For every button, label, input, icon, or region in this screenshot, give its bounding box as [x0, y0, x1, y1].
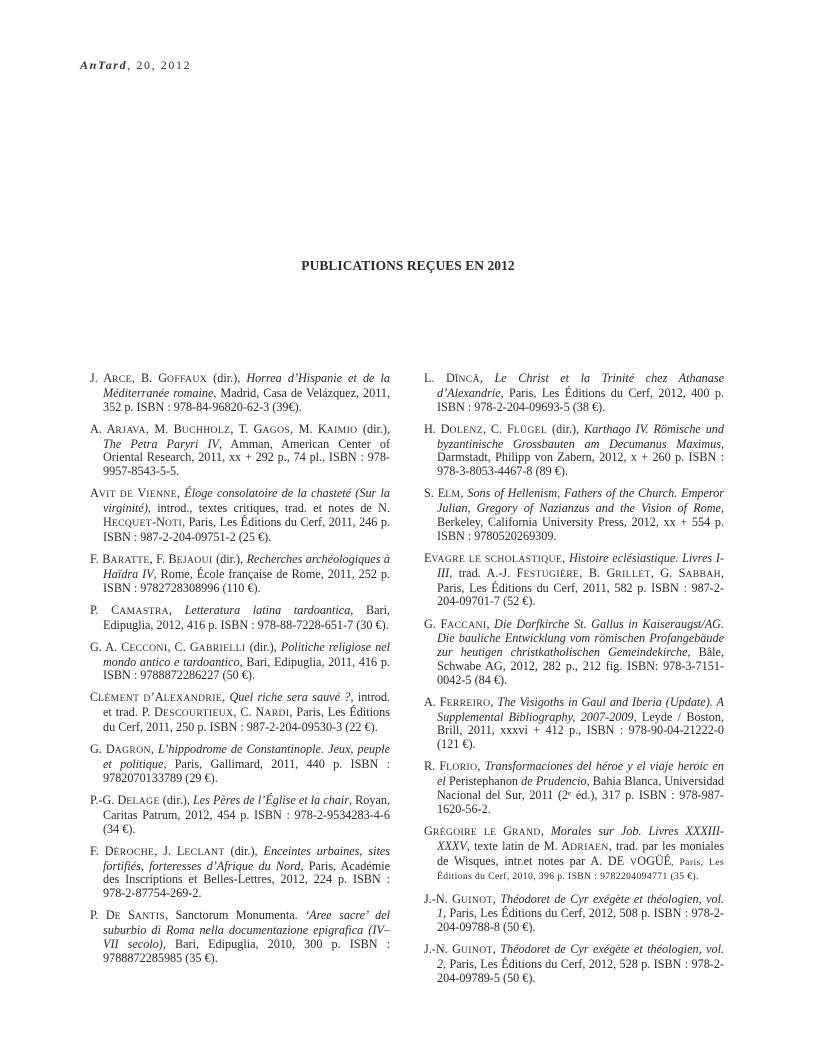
entry-text: -N: [152, 514, 165, 529]
entry-text: S: [128, 908, 135, 923]
entry-text: , Berkeley, California University Press, 2012, xx + 554 p. ISBN : 9780520269309.: [437, 501, 724, 543]
entry-text: ,: [176, 486, 185, 501]
author-name-smallcaps: OTI: [164, 517, 183, 529]
entry-title: Die Dorfkirche St. Gallus in Kaiseraugst/AG. Die bauliche Entwicklung vom römischen Profangebäude zur heutigen christkatholischen Gemeindekirche: [437, 616, 724, 660]
bibliography-entry: [90, 691, 390, 734]
entry-text: F. D: [90, 843, 114, 858]
page-title: PUBLICATIONS REÇUES EN 2012: [301, 258, 515, 273]
author-name-smallcaps: VIT DE: [98, 489, 138, 501]
entry-text: , M. K: [290, 421, 327, 436]
entry-text: , Paris, Les Éditions du Cerf, 2012, 508 p. ISBN : 978-2-204-09788-8 (50 €).: [437, 906, 724, 935]
author-name-smallcaps: IENNE: [146, 489, 177, 501]
entry-text: (dir.),: [207, 371, 247, 385]
entry-text: , Leyde / Boston, Brill, 2011, xxxvi + 412 p., ISBN : 978-90-04-21222-0 (121 €).: [437, 709, 724, 752]
entry-title: Le Christ et la Trinité chez Athanase d’Alexandrie: [437, 371, 725, 400]
entry-text: J.-N. G: [424, 891, 461, 906]
bibliography-entry: [90, 487, 390, 544]
entry-title: Théodoret de Cyr exégète et théologien, vol. 1: [437, 891, 725, 921]
entry-text: , Rome, École française de Rome, 2011, 252 p. ISBN : 9782728308996 (110 €).: [103, 566, 390, 595]
entry-text: ,: [486, 616, 495, 631]
entry-title: The Visigoths in Gaul and Iberia (Update). A Supplemental Bibliography, 2007-2009: [437, 694, 724, 724]
entry-text: F. B: [90, 551, 111, 566]
author-name-smallcaps: ÎNCĂ: [454, 374, 480, 385]
entry-text: P.-G. D: [90, 793, 127, 808]
entry-text: L. D: [424, 371, 455, 385]
entry-text: , Bahia Blanca, Universidad Nacional del Sur, 2011 (2ᵉ éd.), 317 p. ISBN : 978-987-1620-56-2.: [437, 774, 724, 816]
entry-title: Letteratura latina tardoantica: [184, 602, 351, 617]
volume-year: , 20, 2012: [127, 58, 192, 72]
entry-text: , Bari, Edipuglia, 2012, 416 p. ISBN : 978-88-7228-651-7 (30 €).: [103, 602, 391, 632]
author-name-smallcaps: LORIO: [446, 762, 478, 774]
author-name-smallcaps: ANTIS: [134, 911, 166, 923]
entry-text: , M. B: [145, 421, 182, 436]
entry-title: ‘Aree sacre’ del suburbio di Roma nella documentazione epigrafica (IV–VII secolo): [103, 908, 391, 951]
entry-text: , Paris, Les Éditions du Cerf, 2012, 400 p. ISBN : 978-2-204-09693-5 (38 €).: [437, 385, 724, 414]
entry-text: , Paris, Académie des Inscriptions et Belles-Lettres, 2012, 224 p. ISBN : 978-2-87754-269-2.: [103, 858, 391, 901]
author-name-smallcaps: RILLET: [615, 568, 651, 580]
entry-text: , F. B: [149, 551, 177, 566]
author-name-smallcaps: V: [629, 856, 638, 868]
author-name-smallcaps: RJAVA: [115, 424, 146, 436]
entry-text: ,: [492, 891, 501, 906]
entry-title: Éloge consolatoire de la chasteté (Sur la virginité): [103, 486, 390, 516]
entry-text: A. A: [90, 421, 116, 436]
author-name-smallcaps: RAND: [511, 827, 541, 839]
author-name-smallcaps: ELAGE: [126, 796, 160, 808]
author-name-smallcaps: ECCONI: [129, 642, 168, 654]
author-name-smallcaps: EJAOUI: [176, 554, 213, 566]
entry-text: , Paris, Les Éditions du Cerf, 2012, 528 p. ISBN : 978-2-204-09789-5 (50 €).: [437, 957, 724, 985]
author-name-smallcaps: ABBAH: [685, 568, 721, 580]
entry-text: ,: [562, 550, 569, 565]
bibliography-entry: [90, 604, 390, 633]
entry-text: , trad. A.-J. F: [449, 565, 524, 580]
bibliography-entry: [424, 618, 724, 688]
entry-text: , C. N: [233, 705, 265, 720]
bibliography-entry: [90, 423, 390, 479]
author-name-smallcaps: ESTUGIÈRE: [523, 568, 580, 580]
entry-text: ,: [477, 759, 485, 774]
bibliography-entry: [424, 760, 724, 816]
author-name-smallcaps: ERREIRO: [446, 697, 491, 709]
author-name-smallcaps: DRIAEN: [570, 841, 609, 853]
entry-text: G. F: [424, 616, 448, 631]
entry-text: G: [424, 824, 433, 839]
entry-text: (dir.),: [357, 421, 391, 436]
entry-text: (dir.),: [245, 639, 281, 654]
entry-text: , trad. par les moniales de Wisques, intr.et notes par A.: [437, 838, 724, 868]
bibliography-entry: [424, 696, 724, 752]
entry-title: L’hippodrome de Constantinople. Jeux, peuple et politique: [103, 742, 390, 772]
entry-text: Peristephanon: [448, 774, 519, 789]
author-name-smallcaps: UINOT: [460, 945, 493, 957]
entry-title: Transformaciones del héroe y el viaje heroic en el: [437, 759, 724, 789]
entry-text: , Bari, Edipuglia, 2011, 416 p. ISBN : 9788872286227 (50 €).: [103, 654, 390, 683]
entry-text: (dir.),: [547, 421, 584, 436]
entry-text: , J. L: [154, 843, 185, 858]
author-name-smallcaps: ESCOURTIEUX: [162, 708, 234, 720]
bibliography-entry: [90, 641, 390, 683]
entry-text: J.-N. G: [424, 942, 461, 957]
author-name-smallcaps: ARATTE: [110, 554, 150, 566]
entry-title: Enceintes urbaines, sites fortifiés, forteresses d’Afrique du Nord: [103, 843, 391, 873]
entry-title: Histoire eclésiastique. Livres I-III: [437, 550, 724, 580]
entry-text: , Paris, Les Éditions du Cerf, 2011, 582 p. ISBN : 987-2-204-09701-7 (52 €).: [437, 565, 724, 609]
entry-text: (dir.),: [159, 793, 193, 808]
bibliography-entry: [90, 794, 390, 836]
author-name-smallcaps: , Paris, Les Éditions du Cerf, 2010, 396 p. ISBN : 9782204094771 (35 €).: [437, 856, 724, 883]
right-column: [424, 372, 724, 994]
entry-title: The Petra Paryri IV: [103, 436, 219, 451]
author-name-smallcaps: RCE: [112, 374, 132, 385]
entry-text: , Royan, Caritas Patrum, 2012, 454 p. ISBN : 978-2-9534283-4-6 (34 €).: [103, 793, 391, 836]
author-name-smallcaps: LÜGEL: [513, 424, 548, 436]
bibliography-entry: [424, 893, 724, 935]
author-name-smallcaps: E: [114, 911, 129, 923]
entry-text: (dir.),: [224, 843, 264, 858]
bibliography-entry: [424, 825, 724, 884]
bibliography-entry: [90, 909, 390, 965]
entry-text: , B. G: [131, 371, 168, 385]
left-column: [90, 372, 390, 974]
bibliography-entry: [424, 552, 724, 609]
entry-text: G. D: [90, 742, 115, 757]
bibliography-entry: [90, 372, 390, 414]
author-name-smallcaps: ARDI: [264, 708, 290, 720]
author-name-smallcaps: UCHHOLZ: [181, 424, 231, 436]
entry-title: Horrea d’Hispanie et de la Méditerranée romaine: [103, 371, 391, 400]
entry-text: H. D: [424, 421, 450, 436]
entry-title: Politiche religiose nel mondo antico e tardoantico: [103, 639, 390, 669]
entry-text: C: [90, 690, 99, 705]
entry-text: V: [137, 486, 147, 501]
entry-title: Théodoret de Cyr exégète et théologien, vol. 2: [437, 942, 725, 972]
entry-title: Sons of Hellenism, Fathers of the Church. Emperor Julian, Gregory of Nazianzus and the Vision of Rome: [437, 486, 724, 516]
entry-text: P. C: [90, 602, 120, 617]
author-name-smallcaps: LM: [445, 489, 461, 501]
entry-text: , Bâle, Schwabe AG, 2012, 282 p., 212 fig. ISBN: 978-3-7151-0042-5 (84 €).: [437, 645, 724, 687]
author-name-smallcaps: RÉGOIRE LE: [432, 827, 504, 839]
entry-text: ,: [490, 694, 498, 709]
entry-text: (dir.),: [212, 551, 247, 566]
entry-text: ,: [479, 371, 495, 385]
entry-text: J. A: [90, 371, 112, 385]
entry-text: , Madrid, Casa de Velázquez, 2011, 352 p. ISBN : 978-84-96820-62-3 (39€).: [103, 385, 391, 414]
bibliography-entry: [424, 943, 724, 985]
entry-text: ,: [540, 824, 551, 839]
entry-text: , texte latin de M. A: [466, 838, 571, 853]
entry-text: ,: [150, 742, 158, 757]
entry-text: OGÜÉ: [637, 853, 672, 868]
author-name-smallcaps: ÉROCHE: [113, 846, 155, 858]
entry-text: S. E: [424, 486, 446, 501]
running-head: [80, 58, 191, 73]
bibliography-entry: [424, 372, 724, 414]
entry-title: Morales sur Job. Livres XXXIII-XXXV: [437, 824, 724, 853]
entry-text: , Sanctorum Monumenta.: [165, 908, 306, 923]
author-name-smallcaps: OLENZ: [449, 424, 483, 436]
entry-text: ,: [168, 602, 185, 617]
entry-text: , Bari, Edipuglia, 2010, 300 p. ISBN : 9788872285985 (35 €).: [103, 937, 390, 965]
author-name-smallcaps: AGOS: [262, 424, 291, 436]
bibliography-entry: [90, 743, 390, 785]
entry-text: , B. G: [579, 565, 616, 580]
entry-title: Recherches archéologiques à Haïdra IV: [103, 551, 391, 581]
entry-title: de Prudencio: [518, 774, 587, 789]
author-name-smallcaps: UINOT: [460, 894, 493, 906]
entry-title: Quel riche sera sauvé ?: [229, 690, 351, 705]
entry-text: , Amman, American Center of Oriental Research, 2011, xx + 292 p., 74 pl., ISBN : 978-9957-8543-5-5.: [103, 436, 390, 479]
bibliography-entry: [424, 487, 724, 543]
entry-text: R. F: [424, 759, 447, 774]
entry-text: , Darmstadt, Philipp von Zabern, 2012, x + 260 p. ISBN : 978-3-8053-4467-8 (89 €).: [437, 436, 724, 479]
entry-text: ,: [460, 486, 468, 501]
entry-text: ,: [222, 690, 230, 705]
bibliography-entry: [424, 423, 724, 479]
entry-title: Les Pères de l’Église et la chair: [192, 793, 350, 808]
author-name-smallcaps: ACCANI: [447, 619, 487, 631]
entry-text: ’A: [150, 690, 164, 705]
entry-text: , C. G: [167, 639, 199, 654]
journal-abbrev: AnTard: [80, 58, 128, 72]
entry-text: , introd., textes critiques, trad. et notes de N. H: [103, 501, 390, 529]
author-name-smallcaps: AMASTRA: [119, 605, 169, 617]
entry-text: , introd. et trad. P. D: [103, 690, 390, 720]
entry-text: E: [424, 550, 432, 565]
entry-text: G. A. C: [90, 639, 130, 654]
entry-text: , Paris, Gallimard, 2011, 440 p. ISBN : 9782070133789 (29 €).: [103, 757, 390, 785]
entry-title: Karthago IV. Römische und byzantinische Grossbauten am Decumanus Maximus: [437, 421, 724, 451]
author-name-smallcaps: LÉMENT D: [98, 693, 151, 705]
entry-text: , Paris, Les Éditions du Cerf, 2011, 250 p. ISBN : 987-2-204-09530-3 (22 €).: [103, 705, 390, 735]
author-name-smallcaps: AIMIO: [326, 424, 358, 436]
entry-text: P. D: [90, 908, 115, 923]
entry-text: A: [90, 486, 99, 501]
author-name-smallcaps: ABRIELLI: [198, 642, 246, 654]
entry-text: A. F: [424, 694, 447, 709]
entry-text: G: [503, 824, 512, 839]
author-name-smallcaps: ECQUET: [111, 517, 153, 529]
entry-text: ,: [492, 942, 501, 957]
author-name-smallcaps: AGRON: [114, 745, 151, 757]
bibliography-entry: [90, 845, 390, 901]
author-name-smallcaps: VAGRE LE SCHOLASTIQUE: [431, 553, 563, 565]
author-name-smallcaps: LEXANDRIE: [163, 693, 223, 705]
bibliography-entry: [90, 553, 390, 595]
author-name-smallcaps: OFFAUX: [167, 374, 208, 385]
entry-text: DE: [607, 853, 630, 868]
entry-text: , C. F: [482, 421, 514, 436]
entry-text: , T. G: [230, 421, 263, 436]
entry-text: , G. S: [650, 565, 686, 580]
author-name-smallcaps: ECLANT: [184, 846, 225, 858]
entry-text: , Paris, Les Éditions du Cerf, 2011, 246 p. ISBN : 987-2-204-09751-2 (25 €).: [103, 514, 390, 544]
